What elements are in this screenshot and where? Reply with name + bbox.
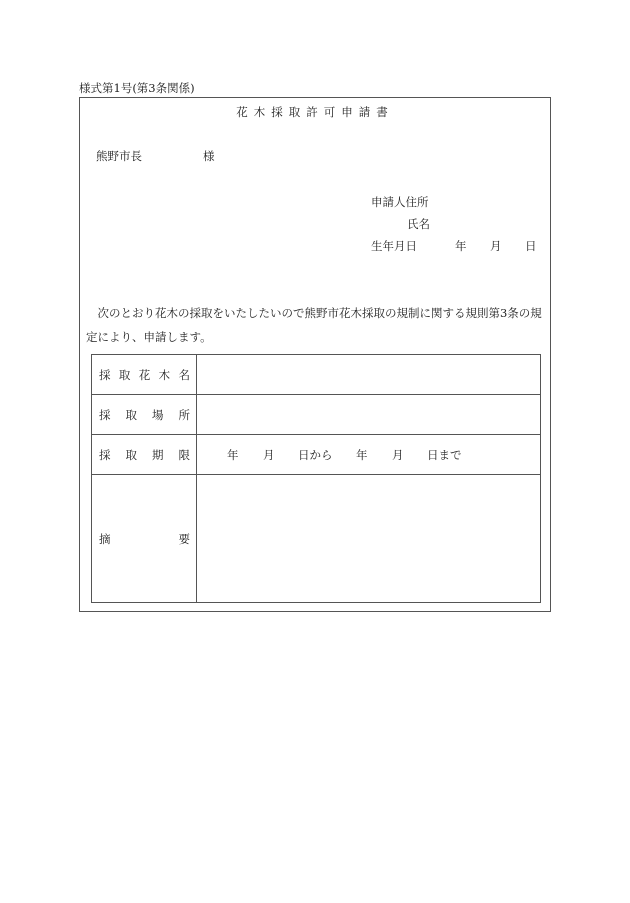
applicant-address-label: 申請人住所 [371,195,429,209]
period-to-day: 日まで [427,447,462,462]
label-remarks [92,475,197,603]
label-char: 取 [125,407,137,422]
label-period [92,435,197,475]
label-char: 期 [152,447,164,462]
application-statement: 次のとおり花木の採取をいたしたいので熊野市花木採取の規制に関する規則第3条の規定により、申請します。 [86,306,542,344]
application-form [79,97,551,612]
addressee: 熊野市長 [96,149,142,163]
label-char: 所 [178,407,190,422]
applicant-dob-label: 生年月日 [371,239,417,253]
label-char: 摘 [99,531,111,546]
dob-day-label: 日 [525,239,537,253]
label-char: 限 [178,447,190,462]
label-char: 採 [99,407,111,422]
period-to-month: 月 [392,447,404,462]
label-char: 場 [152,407,164,422]
period-to-year: 年 [356,447,368,462]
dob-month-label: 月 [490,239,502,253]
period-from-year: 年 [227,447,239,462]
period-field[interactable] [197,435,541,475]
label-char: 花 [138,367,151,382]
table-row-location [92,395,541,435]
label-char: 採 [99,447,111,462]
table-row-remarks [92,475,541,603]
period-from-month: 月 [263,447,275,462]
label-char: 要 [178,531,190,546]
label-char: 名 [178,367,190,382]
plant-name-field[interactable] [197,355,541,395]
table-row-plant-name [92,355,541,395]
honorific: 様 [203,149,215,163]
form-reference: 様式第1号(第3条関係) [79,81,195,95]
table-row-period [92,435,541,475]
location-field[interactable] [197,395,541,435]
label-char: 採 [99,367,111,382]
label-char: 取 [118,367,131,382]
application-items-table [91,354,541,603]
label-char: 木 [158,367,171,382]
dob-year-label: 年 [455,239,467,253]
label-location [92,395,197,435]
remarks-field[interactable] [197,475,541,603]
period-from-day: 日から [298,447,333,462]
label-char: 取 [125,447,137,462]
label-plant-name [92,355,197,395]
form-title: 花木採取許可申請書 [236,105,394,119]
applicant-name-label: 氏名 [407,217,430,231]
